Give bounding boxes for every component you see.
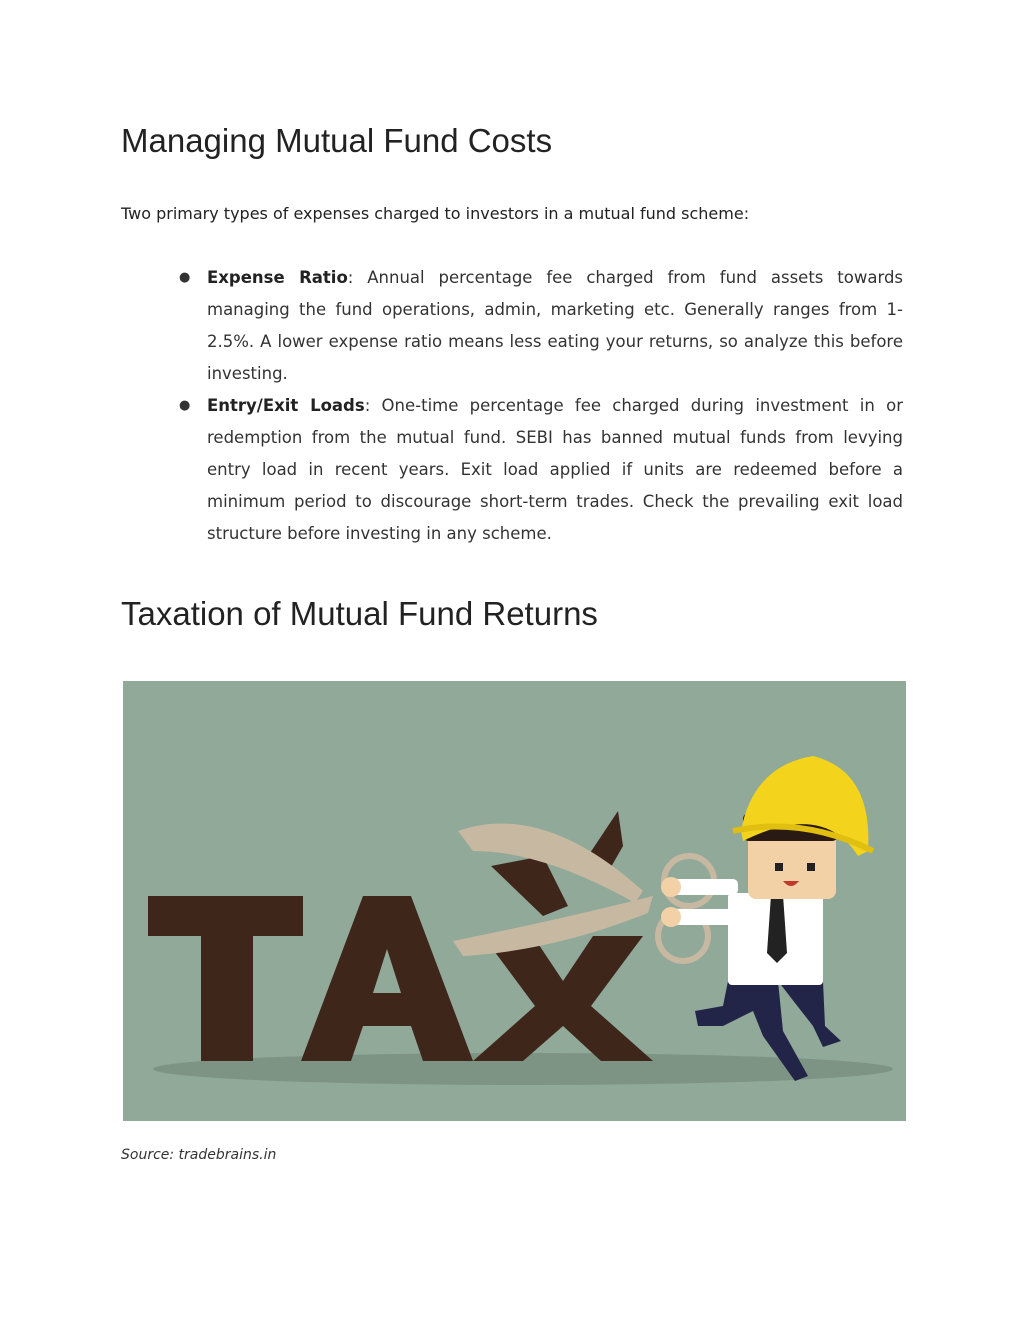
term-description: Annual percentage fee charged from fund assets towards managing the fund operations, admin, marketing etc. Generally ranges from 1-2.5%. A lower expense ratio means less eating your returns, so analyze this before investing.: [207, 268, 904, 383]
term-separator: :: [364, 396, 382, 415]
list-item-entry-exit-loads: [121, 390, 903, 550]
bullet-icon: ●: [179, 398, 191, 413]
term-separator: :: [347, 268, 368, 287]
image-source-caption: Source: tradebrains.in: [121, 1147, 277, 1163]
term-label: Expense Ratio: [207, 268, 348, 287]
term-label: Entry/Exit Loads: [207, 396, 365, 415]
heading-managing-costs: Managing Mutual Fund Costs: [121, 122, 553, 159]
tax-illustration: [123, 681, 906, 1121]
intro-paragraph: Two primary types of expenses charged to investors in a mutual fund scheme:: [121, 204, 750, 223]
tax-scissors-graphic: [123, 681, 906, 1121]
bullet-icon: ●: [179, 270, 191, 285]
term-description: One-time percentage fee charged during investment in or redemption from the mutual fund. SEBI has banned mutual funds from levying entry load in recent years. Exit load applied if units are redeemed before a minimum period to discourage short-term trades. Check the prevailing exit load structure before investing in any scheme.: [207, 396, 903, 543]
list-item-expense-ratio: [121, 262, 903, 390]
heading-taxation: Taxation of Mutual Fund Returns: [121, 595, 598, 632]
expense-list: [121, 262, 906, 550]
